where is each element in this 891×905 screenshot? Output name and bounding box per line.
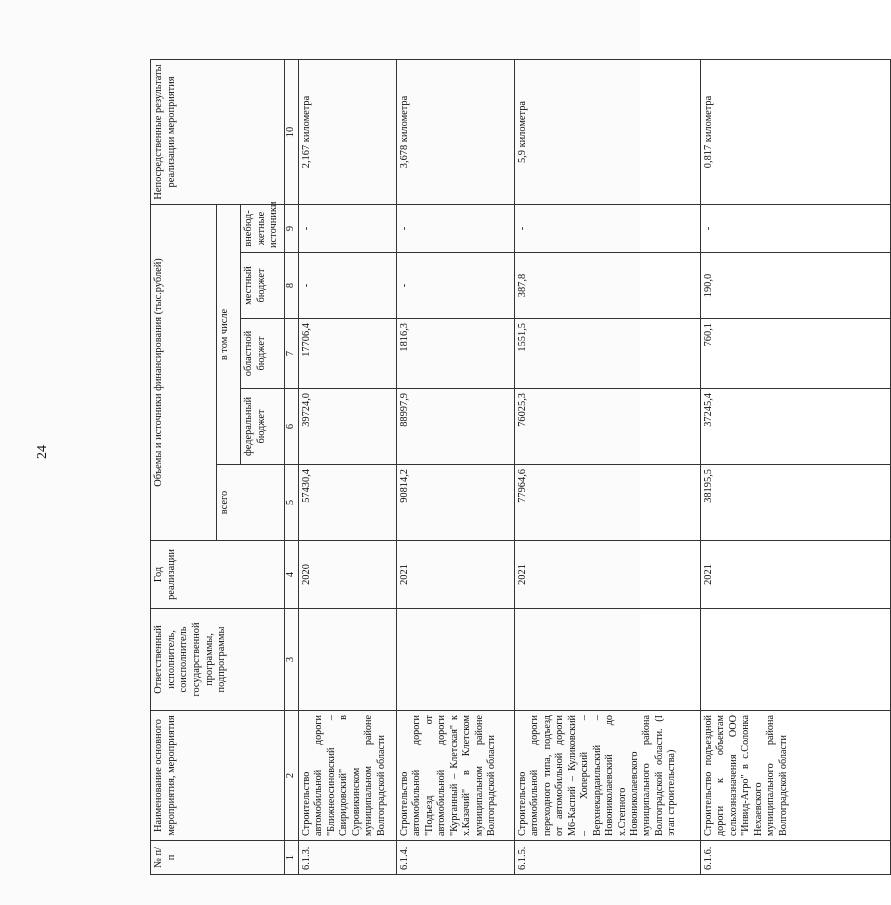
federal-cell: 39724,0 [299, 389, 397, 465]
header-total: всего [217, 465, 285, 541]
column-number: 10 [285, 59, 299, 204]
regional-cell: 760,1 [701, 319, 891, 389]
local-cell: - [299, 253, 397, 319]
federal-cell: 76025,3 [515, 389, 701, 465]
row-number: 6.1.5. [515, 841, 701, 875]
extra-budget-cell: - [701, 204, 891, 252]
column-number: 5 [285, 465, 299, 541]
year-cell: 2020 [299, 541, 397, 609]
measure-name: Строительство автомобильной дороги переходного типа, подъезд от автомобильной дороги М6-Каспий – Куликовский – Хоперский – Верхнекардаильский – Новониколаевский до х.Степного Новониколаевского муниципального района Волгоградской области. (I этап строительства) [515, 711, 701, 841]
header-federal: федеральный бюджет [241, 389, 285, 465]
header-including: в том числе [217, 204, 241, 464]
rotated-table-wrapper [150, 60, 890, 875]
table-row [397, 59, 515, 874]
column-number: 7 [285, 319, 299, 389]
executor-cell [701, 609, 891, 711]
total-cell: 90814,2 [397, 465, 515, 541]
column-number: 1 [285, 841, 299, 875]
column-number: 8 [285, 253, 299, 319]
year-cell: 2021 [701, 541, 891, 609]
local-cell: 387,8 [515, 253, 701, 319]
column-number: 6 [285, 389, 299, 465]
table-row [515, 59, 701, 874]
row-number: 6.1.6. [701, 841, 891, 875]
column-number-row [285, 59, 299, 874]
column-number: 2 [285, 711, 299, 841]
result-cell: 2,167 километра [299, 59, 397, 204]
table-row [299, 59, 397, 874]
page-number: 24 [35, 445, 50, 459]
local-cell: 190,0 [701, 253, 891, 319]
column-number: 3 [285, 609, 299, 711]
federal-cell: 37245,4 [701, 389, 891, 465]
regional-cell: 1551,5 [515, 319, 701, 389]
row-number: 6.1.3. [299, 841, 397, 875]
extra-budget-cell: - [397, 204, 515, 252]
column-number: 9 [285, 204, 299, 252]
total-cell: 38195,5 [701, 465, 891, 541]
total-cell: 77964,6 [515, 465, 701, 541]
financing-table [150, 59, 891, 875]
header-extra-budget: внебюд-жетные источники [241, 204, 285, 252]
header-name: Наименование основного мероприятия, мероприятия [151, 711, 285, 841]
year-cell: 2021 [515, 541, 701, 609]
federal-cell: 88997,9 [397, 389, 515, 465]
header-executor: Ответственный исполнитель, соисполнитель государственной программы, подпрограммы [151, 609, 285, 711]
header-volumes: Объемы и источники финансирования (тыс.рублей) [151, 204, 217, 540]
local-cell: - [397, 253, 515, 319]
table-row [701, 59, 891, 874]
header-local: местный бюджет [241, 253, 285, 319]
row-number: 6.1.4. [397, 841, 515, 875]
executor-cell [397, 609, 515, 711]
result-cell: 5,9 километра [515, 59, 701, 204]
column-number: 4 [285, 541, 299, 609]
year-cell: 2021 [397, 541, 515, 609]
header-row-1 [151, 59, 217, 874]
header-regional: областной бюджет [241, 319, 285, 389]
executor-cell [299, 609, 397, 711]
regional-cell: 17706,4 [299, 319, 397, 389]
executor-cell [515, 609, 701, 711]
measure-name: Строительство автомобильной дороги "Подъезд от автомобильной дороги "Курганный – Клетская" к х.Казачий" в Клетском муниципальном районе Волгоградской области [397, 711, 515, 841]
header-results: Непосредственные результаты реализации мероприятия [151, 59, 285, 204]
total-cell: 57430,4 [299, 465, 397, 541]
regional-cell: 1816,3 [397, 319, 515, 389]
result-cell: 3,678 километра [397, 59, 515, 204]
extra-budget-cell: - [515, 204, 701, 252]
header-no: № п/п [151, 841, 285, 875]
result-cell: 0,817 километра [701, 59, 891, 204]
measure-name: Строительство подъездной дороги к объектам сельхозназначения ООО "Инвид-Агро" в с.Солонка Нехаевского муниципального района Волгоградской области [701, 711, 891, 841]
measure-name: Строительство автомобильной дороги "Ближнеосиновский – Свиридовский" в Суровикинском муниципальном районе Волгоградской области [299, 711, 397, 841]
extra-budget-cell: - [299, 204, 397, 252]
header-year: Год реализации [151, 541, 285, 609]
